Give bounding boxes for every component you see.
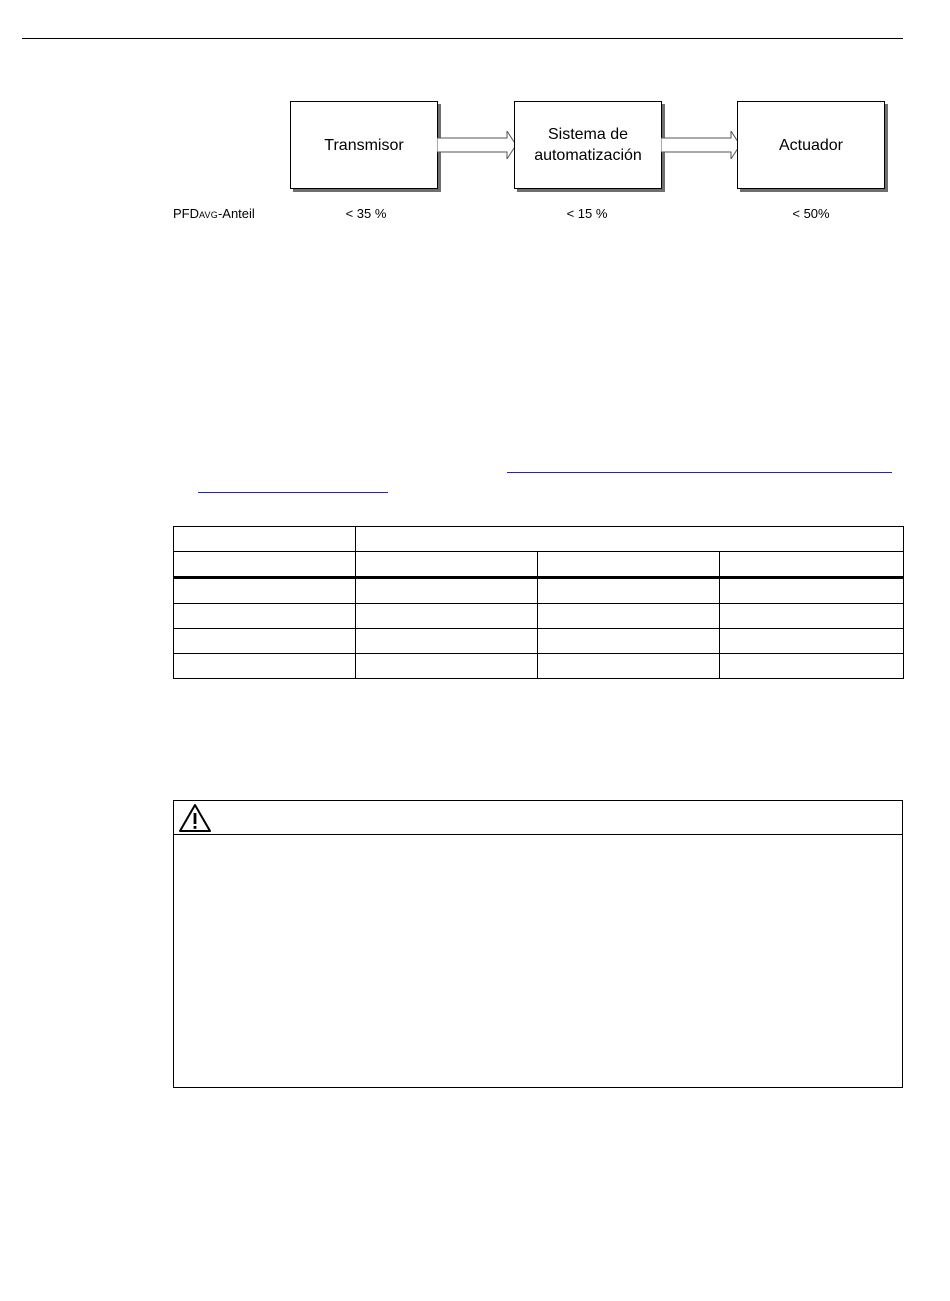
table-cell (356, 527, 904, 552)
table-row (174, 629, 904, 654)
data-table (173, 526, 904, 679)
block-actuador (737, 101, 885, 189)
table-cell (174, 578, 356, 604)
arrow-sistema-to-actuador (661, 131, 741, 159)
pfd-label-suffix: -Anteil (217, 206, 255, 221)
table-cell (356, 629, 538, 654)
block-transmisor-label: Transmisor (324, 136, 404, 154)
table-cell (356, 578, 538, 604)
warning-box (173, 800, 903, 1088)
table-cell (720, 604, 904, 629)
block-actuador-label: Actuador (778, 136, 844, 154)
warning-triangle-icon (178, 802, 212, 834)
table-cell (538, 552, 720, 578)
table-cell (538, 654, 720, 679)
table-cell (356, 654, 538, 679)
arrow-transmisor-to-sistema (437, 131, 517, 159)
table-cell (538, 578, 720, 604)
table-cell (720, 552, 904, 578)
table-cell (720, 578, 904, 604)
pfd-share-label (173, 206, 255, 221)
table-cell (174, 604, 356, 629)
table-cell (356, 604, 538, 629)
table-cell (174, 629, 356, 654)
table-cell (174, 654, 356, 679)
table-cell (720, 629, 904, 654)
share-sistema: < 15 % (566, 206, 608, 221)
pfd-label-sub: AVG (199, 210, 218, 220)
block-sistema-label: Sistema de automatización (534, 126, 642, 164)
warning-header (174, 801, 902, 835)
hyperlink-underline-2[interactable] (198, 492, 388, 493)
share-actuador: < 50% (792, 206, 830, 221)
header-rule (22, 38, 903, 39)
hyperlink-underline-1[interactable] (507, 472, 892, 473)
block-transmisor (290, 101, 438, 189)
table-cell (174, 552, 356, 578)
table-cell (538, 604, 720, 629)
table-cell (720, 654, 904, 679)
table-cell (538, 629, 720, 654)
table-cell (174, 527, 356, 552)
table-row (174, 654, 904, 679)
table-header-row-1 (174, 527, 904, 552)
table-cell (356, 552, 538, 578)
block-sistema-automatizacion (514, 101, 662, 189)
table-row (174, 604, 904, 629)
share-transmisor: < 35 % (345, 206, 387, 221)
table-row (174, 578, 904, 604)
pfd-label-main: PFD (173, 206, 199, 221)
table-header-row-2 (174, 552, 904, 578)
